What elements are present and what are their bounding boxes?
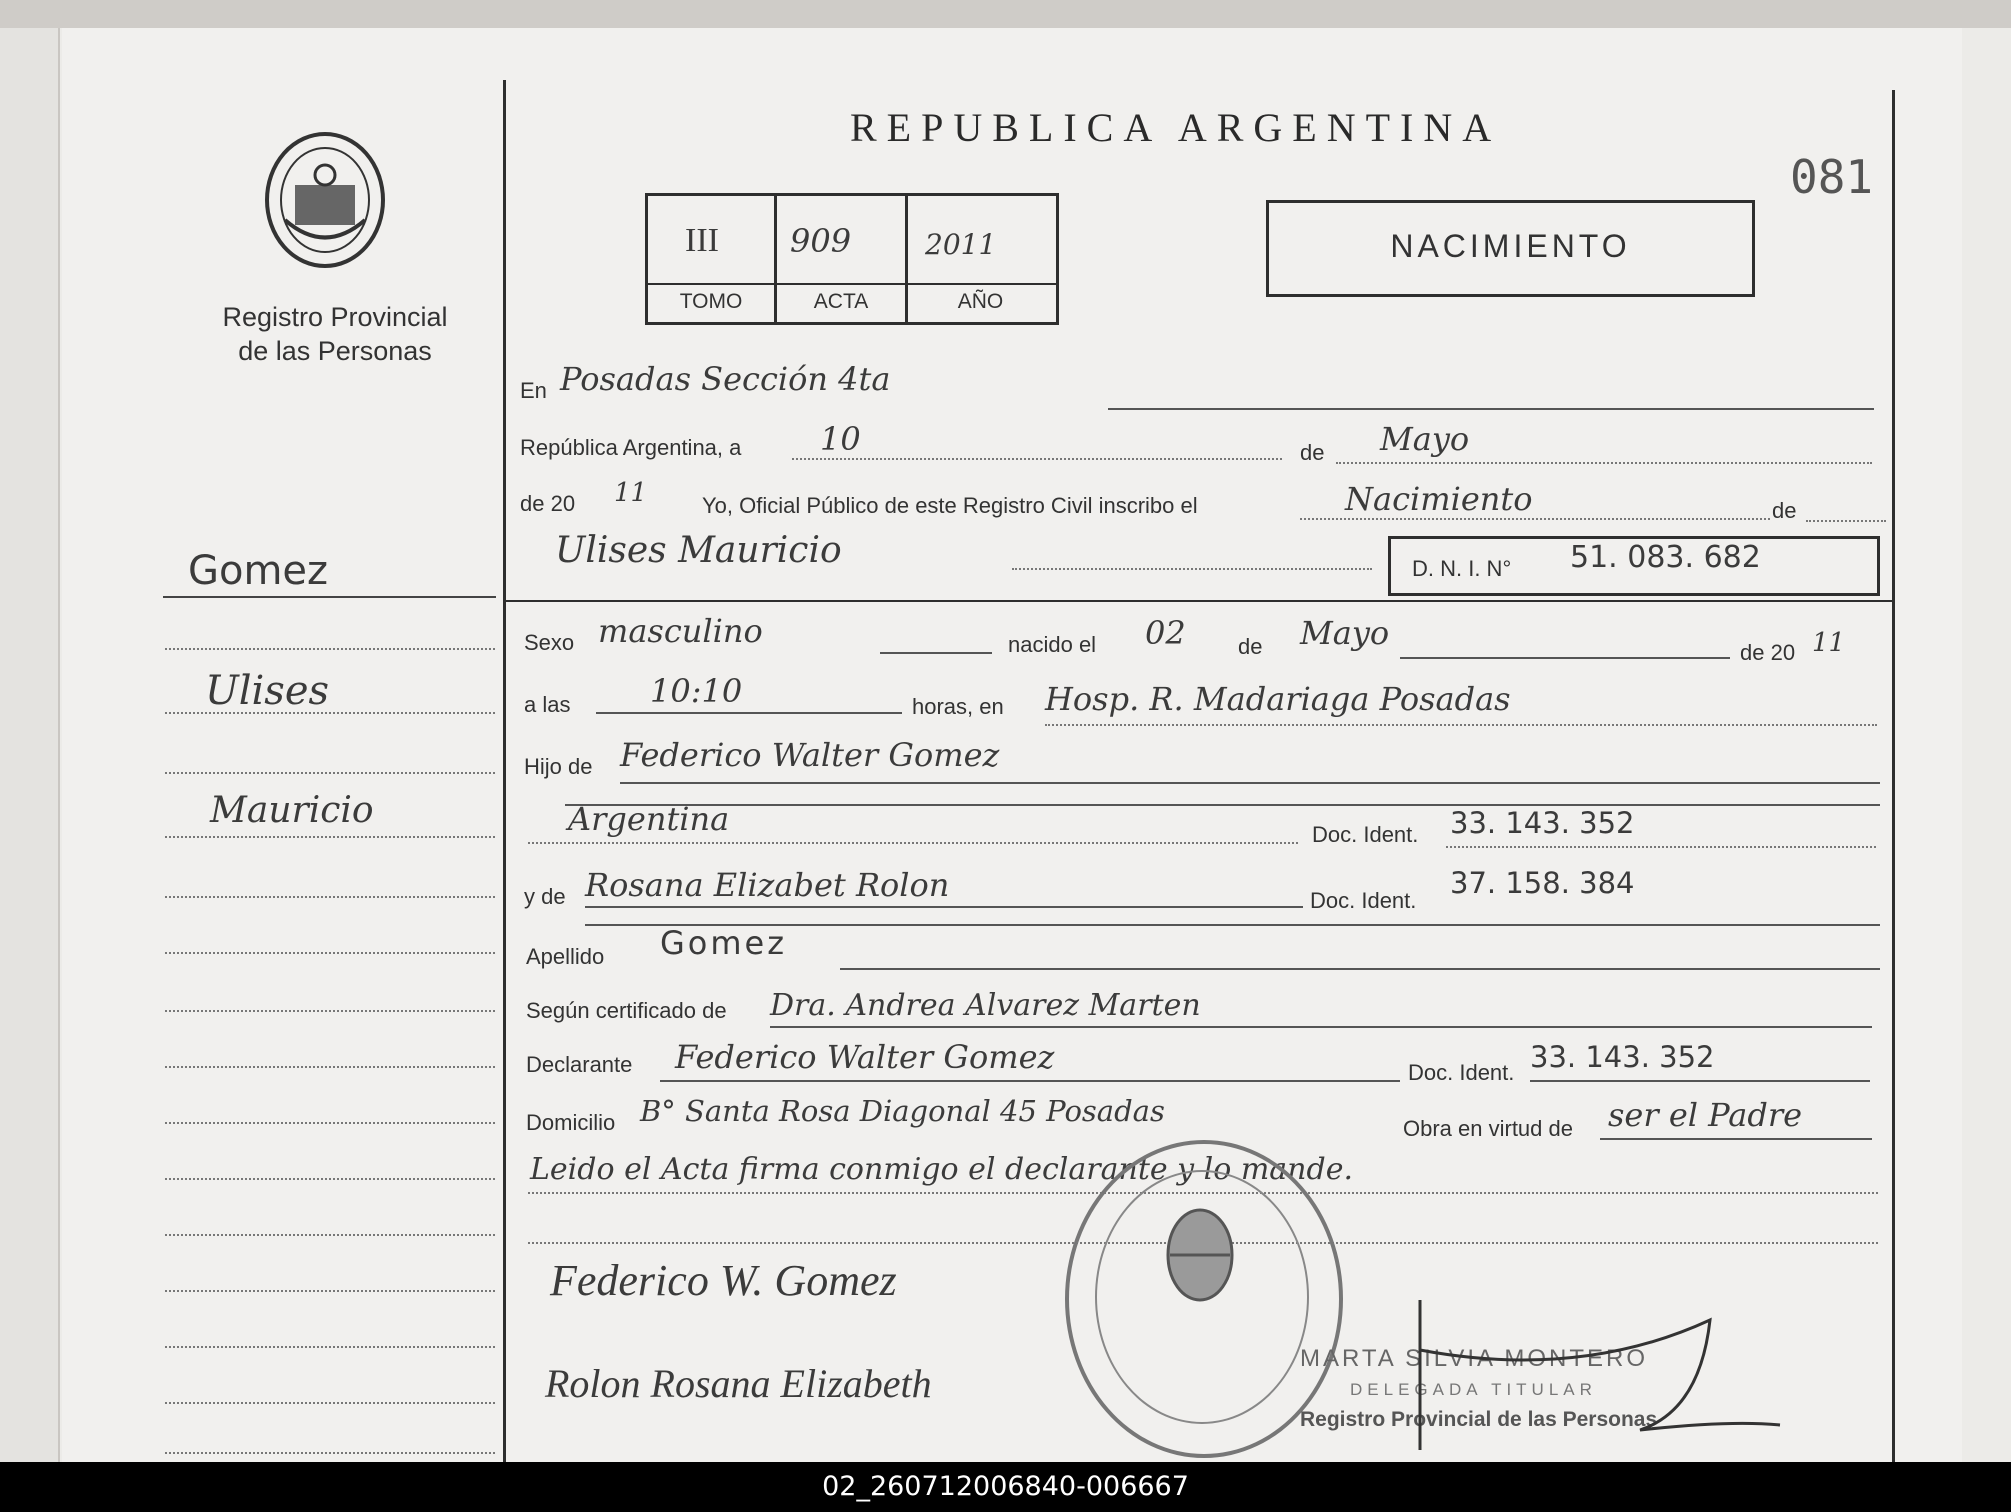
label-doc-declarante: Doc. Ident. — [1408, 1060, 1515, 1085]
line-padre-2 — [565, 804, 1880, 806]
label-republica: República Argentina, a — [520, 435, 742, 460]
hw-doc-madre: 37. 158. 384 — [1450, 866, 1635, 900]
top-band — [0, 0, 2011, 28]
hw-dni: 51. 083. 682 — [1570, 540, 1761, 575]
margin-dots-8 — [165, 1066, 495, 1068]
anio-label: AÑO — [957, 290, 1004, 313]
margin-dots-13 — [165, 1346, 495, 1348]
margin-dots-4 — [165, 836, 495, 838]
margin-dots-15 — [165, 1452, 495, 1454]
dots-acto — [1300, 518, 1770, 520]
hw-dia-nac: 02 — [1145, 614, 1186, 652]
label-apellido: Apellido — [526, 944, 605, 969]
hw-mes-nac: Mayo — [1300, 614, 1390, 652]
margin-dots-14 — [165, 1402, 495, 1404]
dots-doc-padre — [1446, 846, 1876, 848]
label-nacido: nacido el — [1008, 632, 1097, 657]
hw-nombres: Ulises Mauricio — [555, 530, 842, 571]
label-de-20-b: de 20 — [1740, 640, 1796, 665]
line-mes-nac — [1400, 657, 1730, 659]
hw-lugar: Posadas Sección 4ta — [560, 360, 891, 398]
hw-anio-nac: 11 — [1812, 628, 1846, 658]
label-segun: Según certificado de — [526, 998, 727, 1023]
line-apellido — [840, 968, 1880, 970]
hw-dia: 10 — [820, 420, 861, 458]
label-de-2: de — [1772, 498, 1797, 523]
margin-dots-2 — [165, 712, 495, 714]
margin-dots-5 — [165, 896, 495, 898]
stamp-name: MARTA SILVIA MONTERO — [1300, 1345, 1649, 1372]
label-declarante: Declarante — [526, 1052, 633, 1077]
hw-mes: Mayo — [1380, 420, 1470, 458]
label-doc-padre: Doc. Ident. — [1312, 822, 1419, 847]
label-domicilio: Domicilio — [526, 1110, 616, 1135]
anio-value: 2011 — [925, 228, 997, 261]
main-divider — [505, 600, 1892, 602]
label-de: de — [1300, 440, 1325, 465]
registry-name — [190, 300, 480, 368]
dots-lugar-nac — [1045, 724, 1877, 726]
hw-nota: Leido el Acta firma conmigo el declarante y lo mande. — [530, 1152, 1353, 1187]
margin-dots-9 — [165, 1122, 495, 1124]
signature-madre: Rolon Rosana Elizabeth — [545, 1361, 932, 1406]
act-type: NACIMIENTO — [1390, 228, 1631, 264]
dots-dia — [792, 458, 1282, 460]
page-number: 081 — [1790, 150, 1874, 204]
margin-dots-11 — [165, 1234, 495, 1236]
label-en: En — [520, 378, 547, 403]
registry-line-1: Registro Provincial — [222, 302, 448, 332]
label-doc-madre: Doc. Ident. — [1310, 888, 1417, 913]
column-divider — [503, 80, 506, 1462]
label-a-las: a las — [524, 692, 571, 717]
label-horas-en: horas, en — [912, 694, 1004, 719]
margin-nombre1: Ulises — [205, 668, 330, 714]
signature-padre: Federico W. Gomez — [550, 1256, 897, 1305]
hw-nacionalidad: Argentina — [568, 800, 730, 838]
registry-line-2: de las Personas — [238, 336, 432, 366]
line-padre — [620, 782, 1880, 784]
book-edge — [0, 28, 60, 1462]
table-row-divider — [645, 283, 1056, 285]
hw-apellido: Gomez — [660, 924, 788, 962]
line-doc-declarante — [1530, 1080, 1870, 1082]
dots-nombres — [1012, 568, 1372, 570]
margin-dots-10 — [165, 1178, 495, 1180]
hw-anio: 11 — [614, 478, 648, 508]
dots-nacionalidad — [528, 842, 1298, 844]
label-dni: D. N. I. N° — [1412, 556, 1512, 581]
line-certificado — [770, 1026, 1872, 1028]
country-title: REPUBLICA ARGENTINA — [850, 105, 1502, 150]
label-yo-oficial: Yo, Oficial Público de este Registro Civil inscribo el — [702, 493, 1198, 518]
line-madre — [585, 906, 1303, 908]
margin-nombre2: Mauricio — [210, 790, 374, 831]
stamp-role: DELEGADA TITULAR — [1350, 1380, 1597, 1399]
hw-declarante: Federico Walter Gomez — [675, 1038, 1055, 1076]
acta-label: ACTA — [813, 290, 869, 313]
argentina-coat-of-arms-icon — [1160, 1200, 1240, 1310]
label-obra: Obra en virtud de — [1403, 1116, 1573, 1141]
official-signature-icon — [1380, 1290, 1800, 1460]
line-en — [1108, 408, 1874, 410]
dots-de-end — [1806, 520, 1886, 522]
margin-dots-3 — [165, 772, 495, 774]
label-hijo-de: Hijo de — [524, 754, 593, 779]
margin-dots-12 — [165, 1290, 495, 1292]
stamp-org: Registro Provincial de las Personas — [1300, 1408, 1658, 1431]
label-de-3: de — [1238, 634, 1263, 659]
provincia-de-misiones-seal-icon — [255, 125, 395, 275]
line-declarante — [660, 1080, 1400, 1082]
hw-domicilio: B° Santa Rosa Diagonal 45 Posadas — [640, 1094, 1165, 1128]
hw-certificado: Dra. Andrea Alvarez Marten — [770, 988, 1201, 1023]
hw-doc-declarante: 33. 143. 352 — [1530, 1040, 1715, 1074]
hw-padre: Federico Walter Gomez — [620, 736, 1000, 774]
hw-lugar-nac: Hosp. R. Madariaga Posadas — [1045, 680, 1511, 718]
tomo-value: III — [685, 222, 719, 259]
line-virtud — [1600, 1138, 1872, 1140]
margin-line-1 — [163, 596, 496, 598]
tomo-label: TOMO — [679, 290, 743, 313]
hw-madre: Rosana Elizabet Rolon — [585, 866, 950, 904]
scan-id-footer: 02_260712006840-006667 — [0, 1462, 2011, 1512]
margin-dots-7 — [165, 1010, 495, 1012]
hw-doc-padre: 33. 143. 352 — [1450, 806, 1635, 840]
dots-mes — [1336, 462, 1872, 464]
label-y-de: y de — [524, 884, 566, 909]
acta-value: 909 — [790, 222, 852, 260]
label-sexo: Sexo — [524, 630, 575, 655]
hw-acto: Nacimiento — [1345, 480, 1533, 518]
hw-virtud: ser el Padre — [1608, 1096, 1803, 1134]
margin-apellido: Gomez — [188, 548, 329, 594]
line-hora — [596, 712, 902, 714]
label-de-20: de 20 — [520, 491, 576, 516]
right-border — [1892, 90, 1895, 1462]
margin-dots-1 — [165, 648, 495, 650]
hw-hora: 10:10 — [650, 672, 743, 710]
hw-sexo: masculino — [598, 612, 763, 650]
margin-dots-6 — [165, 952, 495, 954]
line-sexo — [880, 652, 992, 654]
